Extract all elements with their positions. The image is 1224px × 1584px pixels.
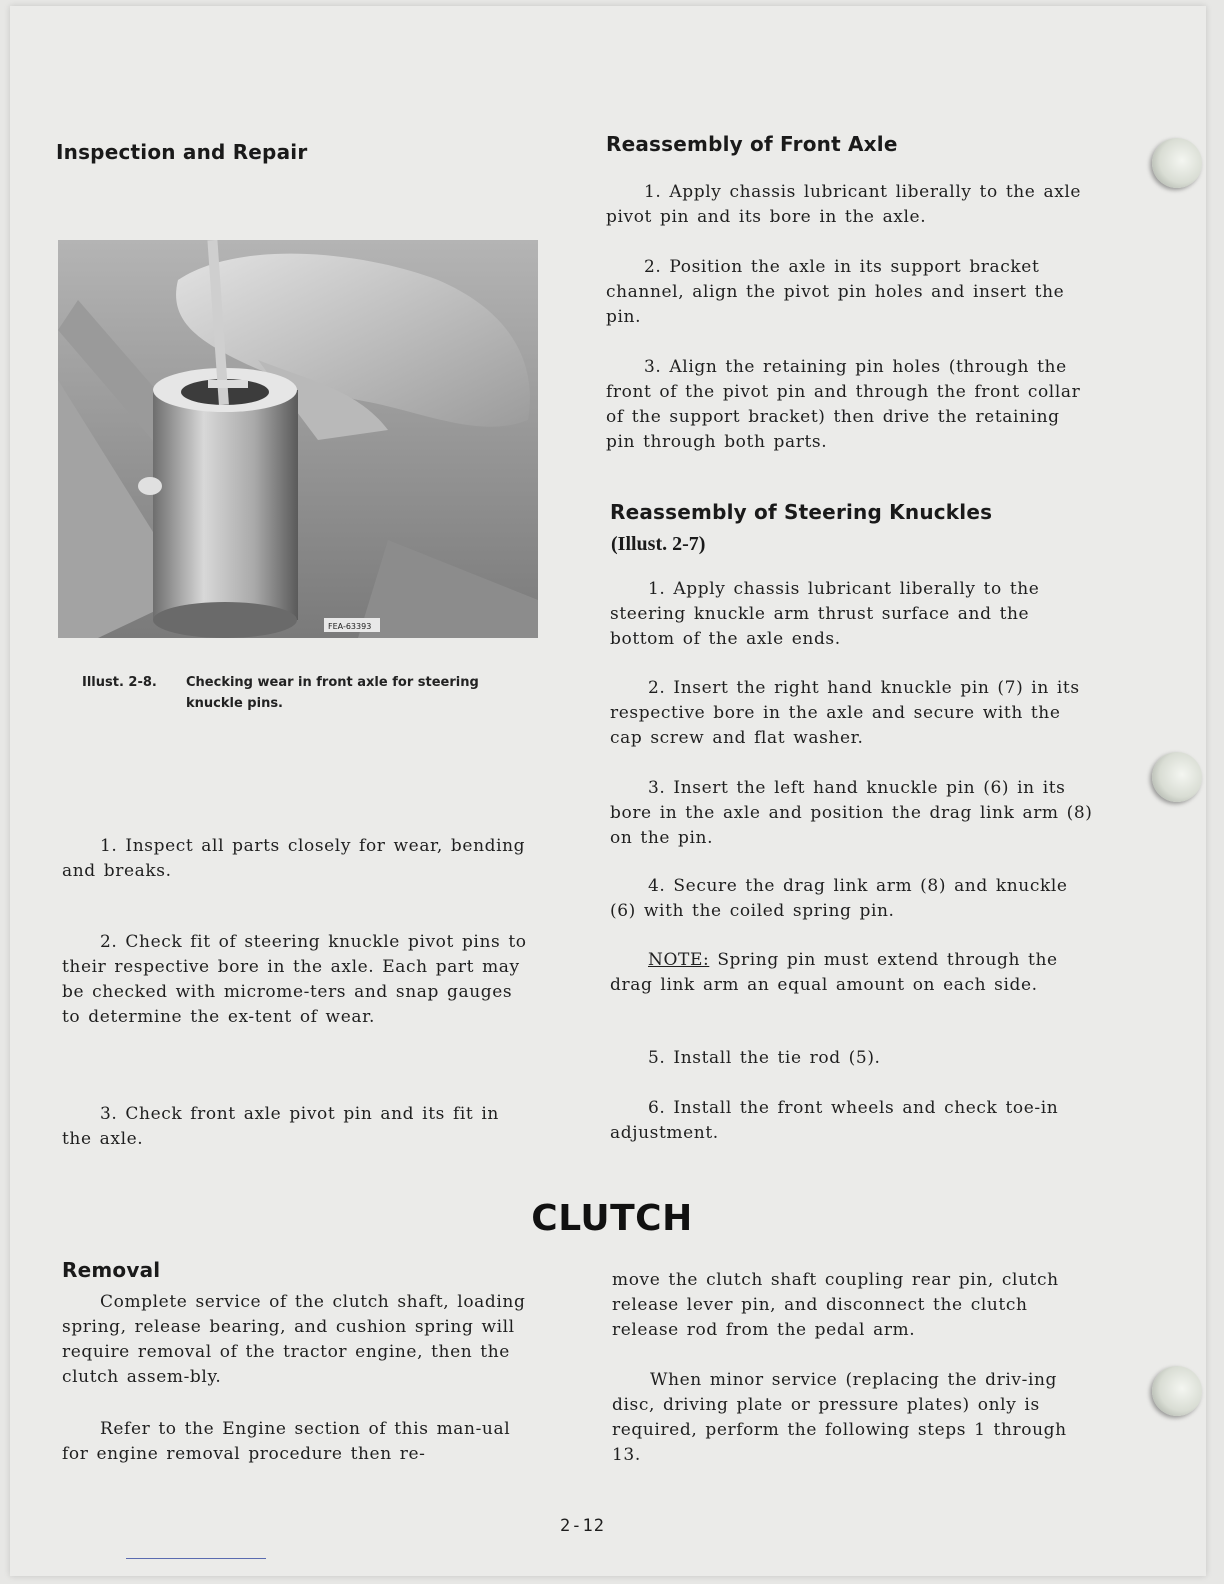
knuckles-step-3: 3. Insert the left hand knuckle pin (6) in its bore in the axle and position the drag link arm (8) on the pin.	[610, 778, 1093, 848]
inspection-step-2: 2. Check fit of steering knuckle pivot pins to their respective bore in the axle. Each part may be checked with microme-ters and snap gauges to determine the ex-tent of wear.	[62, 932, 527, 1027]
binder-hole-middle	[1152, 752, 1202, 802]
knuckles-heading: Reassembly of Steering Knuckles	[610, 500, 993, 524]
front-axle-step-2: 2. Position the axle in its support bracket channel, align the pivot pin holes and insert the pin.	[606, 257, 1065, 327]
figure-caption	[82, 672, 522, 714]
knuckles-step-2: 2. Insert the right hand knuckle pin (7) in its respective bore in the axle and secure with the cap screw and flat washer.	[610, 678, 1080, 748]
front-axle-step-3: 3. Align the retaining pin holes (through the front of the pivot pin and through the front collar of the support bracket) then drive the retaining pin through both parts.	[606, 357, 1081, 452]
removal-para-2: Refer to the Engine section of this man-ual for engine removal procedure then re-	[62, 1419, 511, 1464]
knuckles-step-1: 1. Apply chassis lubricant liberally to the steering knuckle arm thrust surface and the bottom of the axle ends.	[610, 579, 1040, 649]
front-axle-heading: Reassembly of Front Axle	[606, 132, 898, 156]
removal-heading: Removal	[62, 1258, 161, 1282]
clutch-title: CLUTCH	[531, 1198, 693, 1239]
inspection-step-3: 3. Check front axle pivot pin and its fit in the axle.	[62, 1104, 499, 1149]
knuckles-illustration-ref: (Illust. 2-7)	[611, 533, 706, 555]
note-text: Spring pin must extend through the drag link arm an equal amount on each side.	[610, 950, 1058, 995]
removal-para-4: When minor service (replacing the driv-ing disc, driving plate or pressure plates) only is required, perform the following steps 1 through 13.	[612, 1370, 1067, 1465]
note-paragraph	[610, 948, 1094, 998]
knuckles-step-5: 5. Install the tie rod (5).	[648, 1048, 881, 1068]
removal-para-1: Complete service of the clutch shaft, loading spring, release bearing, and cushion spring will require removal of the tractor engine, then the clutch assem-bly.	[62, 1292, 526, 1387]
axle-photo-illustration	[58, 240, 538, 638]
front-axle-step-1: 1. Apply chassis lubricant liberally to the axle pivot pin and its bore in the axle.	[606, 182, 1082, 227]
caption-text: Checking wear in front axle for steering knuckle pins.	[186, 675, 479, 711]
removal-para-3: move the clutch shaft coupling rear pin, clutch release lever pin, and disconnect the clutch release rod from the pedal arm.	[612, 1270, 1059, 1340]
knuckles-step-6: 6. Install the front wheels and check toe-in adjustment.	[610, 1098, 1059, 1143]
page-number: 2-12	[560, 1516, 605, 1536]
inspection-step-1: 1. Inspect all parts closely for wear, bending and breaks.	[62, 836, 526, 881]
knuckles-step-4: 4. Secure the drag link arm (8) and knuckle (6) with the coiled spring pin.	[610, 876, 1068, 921]
scan-artifact-line	[126, 1558, 266, 1559]
axle-inspection-photo	[58, 240, 538, 638]
inspection-heading: Inspection and Repair	[56, 140, 308, 164]
binder-hole-bottom	[1152, 1366, 1202, 1416]
caption-label: Illust. 2-8.	[82, 675, 157, 690]
photo-tag: FEA-63393	[328, 622, 372, 631]
note-label: NOTE:	[648, 950, 710, 970]
binder-hole-top	[1152, 138, 1202, 188]
